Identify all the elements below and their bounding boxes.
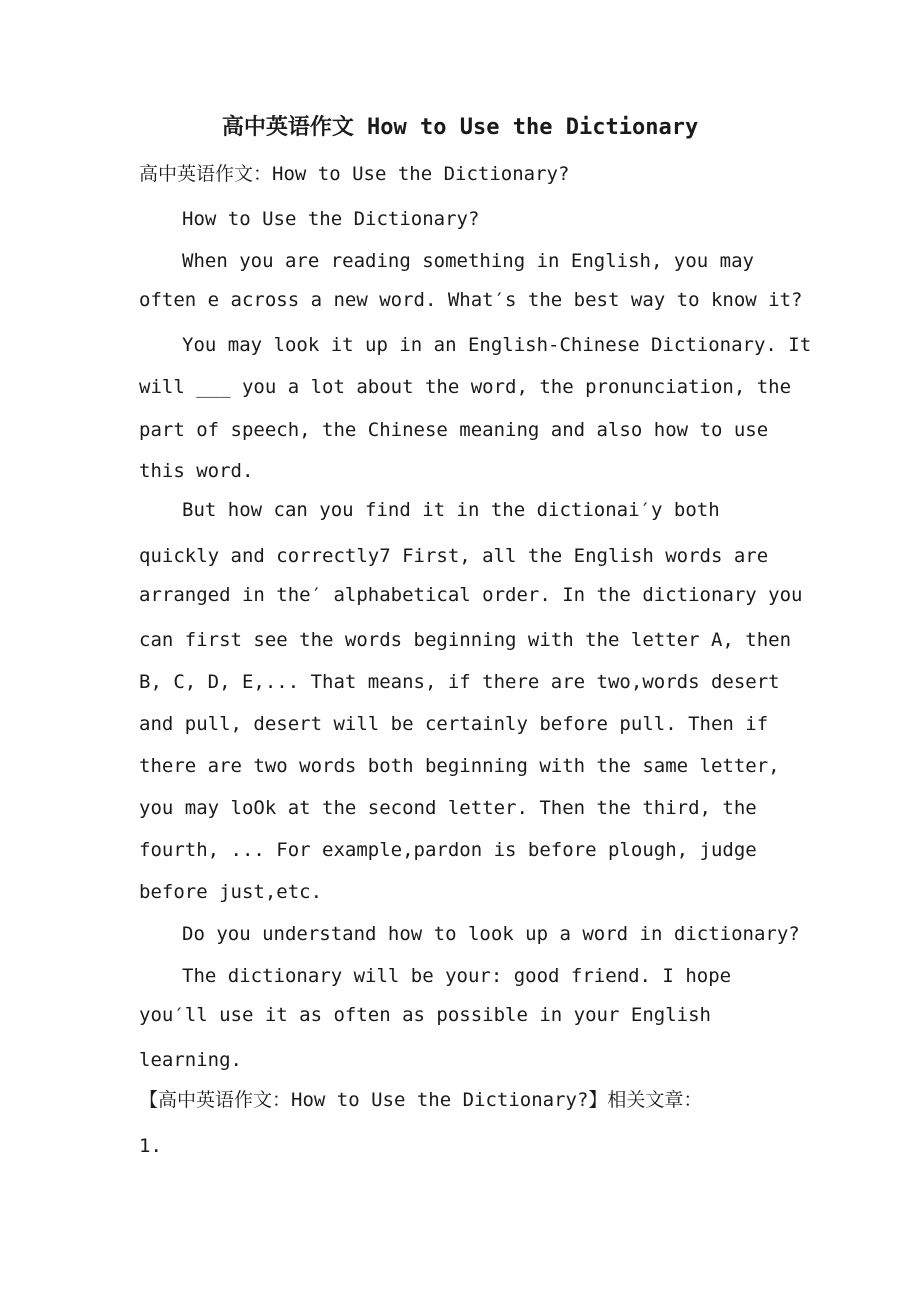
paragraph-line: this word. [139, 460, 254, 482]
paragraph-line: You may look it up in an English-Chinese Dictionary. It [182, 334, 812, 356]
document-title: 高中英语作文 How to Use the Dictionary [221, 115, 699, 140]
essay-heading: How to Use the Dictionary? [182, 208, 480, 230]
document-subtitle: 高中英语作文：How to Use the Dictionary? [139, 163, 570, 185]
paragraph-line: you′ll use it as often as possible in your English [139, 1004, 711, 1026]
related-article-item[interactable]: 1. [139, 1135, 162, 1157]
paragraph-line: fourth, ... For example,pardon is before plough, judge [139, 839, 757, 861]
paragraph-line: The dictionary will be your: good friend. I hope [182, 965, 732, 987]
paragraph-line: quickly and correctly7 First, all the English words are [139, 545, 769, 567]
paragraph-line: When you are reading something in English, you may [182, 250, 754, 272]
paragraph-line: B, C, D, E,... That means, if there are two,words desert [139, 671, 780, 693]
paragraph-line: there are two words both beginning with the same letter, [139, 755, 780, 777]
paragraph-line: arranged in the′ alphabetical order. In the dictionary you [139, 584, 803, 606]
paragraph-line: can first see the words beginning with the letter A, then [139, 629, 792, 651]
paragraph-line: will ___ you a lot about the word, the pronunciation, the [139, 376, 792, 398]
paragraph-line: But how can you find it in the dictionai′y both [182, 499, 720, 521]
paragraph-line: and pull, desert will be certainly before pull. Then if [139, 713, 769, 735]
paragraph-line: before just,etc. [139, 881, 323, 903]
paragraph-line: part of speech, the Chinese meaning and also how to use [139, 419, 769, 441]
paragraph-line: learning. [139, 1049, 242, 1071]
paragraph-line: Do you understand how to look up a word in dictionary? [182, 923, 800, 945]
paragraph-line: often e across a new word. What′s the best way to know it? [139, 289, 803, 311]
paragraph-line: you may loOk at the second letter. Then the third, the [139, 797, 757, 819]
related-articles-heading: 【高中英语作文：How to Use the Dictionary?】相关文章： [139, 1089, 703, 1111]
